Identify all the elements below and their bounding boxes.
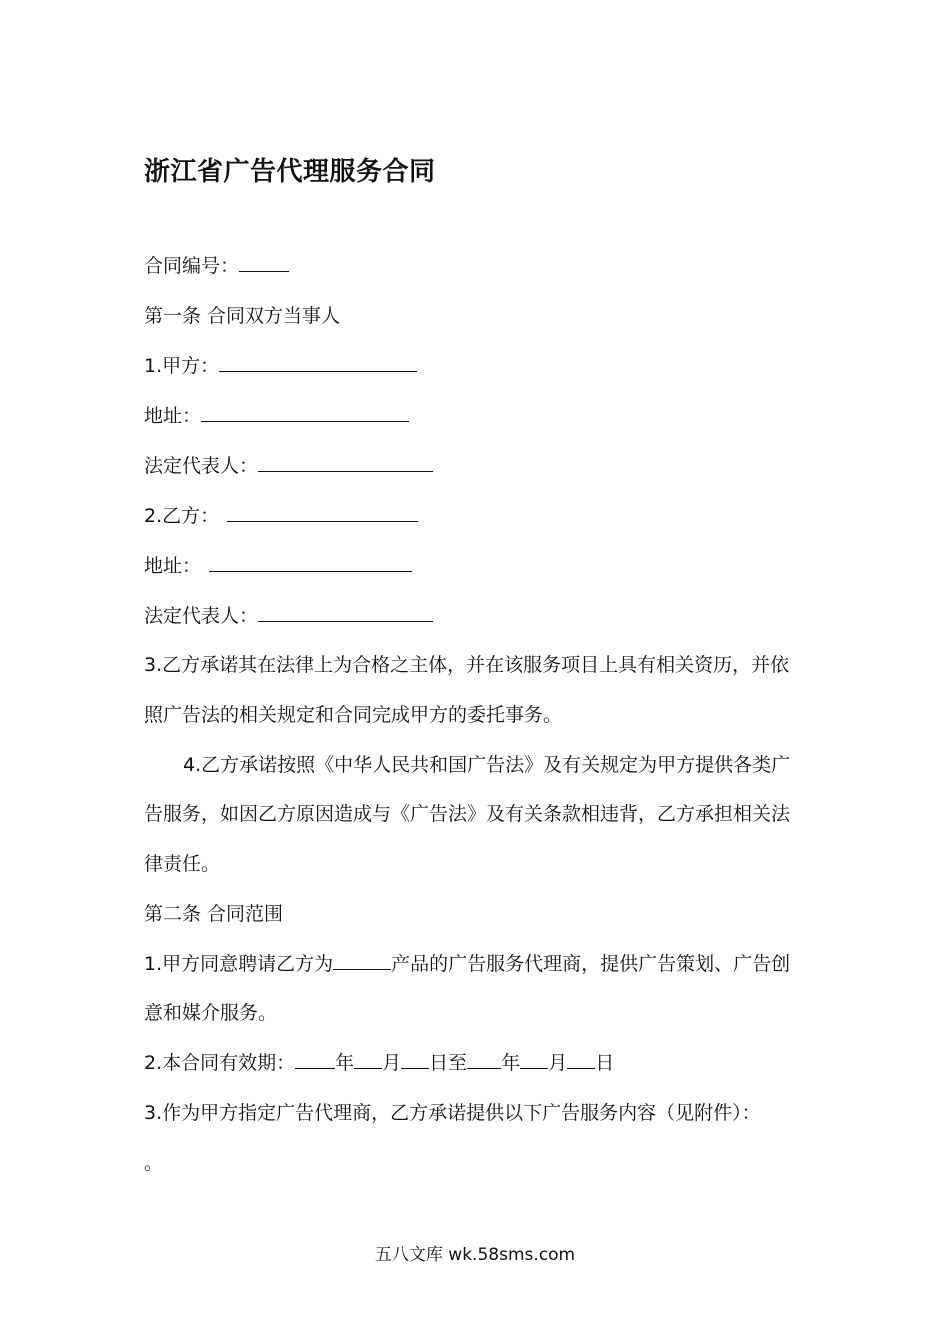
scope1-part2: 产品的广告服务代理商，提供广告策划、广告创 <box>391 953 791 975</box>
contract-number-line <box>144 251 289 281</box>
party-a-rep-blank <box>258 451 433 472</box>
page-title: 浙江省广告代理服务合同 <box>144 157 436 187</box>
party-b-line <box>144 501 418 531</box>
start-year-blank <box>295 1048 335 1069</box>
clause4-line1: 4.乙方承诺按照《中华人民共和国广告法》及有关规定为甲方提供各类广 <box>183 754 791 776</box>
contract-number-blank <box>239 251 289 272</box>
clause4-line2: 告服务，如因乙方原因造成与《广告法》及有关条款相违背，乙方承担相关法 <box>144 803 791 825</box>
clause3-line2: 照广告法的相关规定和合同完成甲方的委托事务。 <box>144 704 563 726</box>
party-a-address-label: 地址： <box>144 405 202 427</box>
scope1-line1 <box>144 949 790 979</box>
party-b-rep-label: 法定代表人： <box>144 605 259 627</box>
party-a-blank <box>219 351 417 372</box>
term-label: 2.本合同有效期： <box>144 1052 296 1074</box>
party-b-address-line <box>144 551 412 581</box>
party-a-address-line <box>144 401 409 431</box>
end-year-blank <box>467 1048 501 1069</box>
party-a-line <box>144 351 417 381</box>
party-b-address-label: 地址： <box>144 555 202 577</box>
party-b-label: 2.乙方： <box>144 505 220 527</box>
scope3-line1: 3.作为甲方指定广告代理商，乙方承诺提供以下广告服务内容（见附件）： <box>144 1102 761 1124</box>
start-month-unit: 月 <box>382 1052 402 1074</box>
end-day-blank <box>567 1048 595 1069</box>
contract-number-label: 合同编号： <box>144 255 240 277</box>
scope1-line2: 意和媒介服务。 <box>144 1002 278 1024</box>
article2-heading: 第二条 合同范围 <box>144 903 284 925</box>
end-year-unit: 年 <box>501 1052 521 1074</box>
party-b-rep-line <box>144 601 433 631</box>
start-day-to: 日至 <box>429 1052 468 1074</box>
end-month-blank <box>520 1048 548 1069</box>
party-b-address-blank <box>209 551 412 572</box>
end-month-unit: 月 <box>548 1052 568 1074</box>
footer-watermark: 五八文库 wk.58sms.com <box>374 1245 576 1265</box>
clause3-line1: 3.乙方承诺其在法律上为合格之主体，并在该服务项目上具有相关资历，并依 <box>144 654 790 676</box>
party-b-rep-blank <box>258 601 433 622</box>
start-year-unit: 年 <box>335 1052 355 1074</box>
clause4-line3: 律责任。 <box>144 853 221 875</box>
product-blank <box>333 949 391 970</box>
scope3-line2: 。 <box>144 1152 164 1174</box>
party-a-rep-label: 法定代表人： <box>144 455 259 477</box>
start-month-blank <box>354 1048 382 1069</box>
party-b-blank <box>227 501 418 522</box>
start-day-blank <box>401 1048 429 1069</box>
party-a-address-blank <box>201 401 409 422</box>
party-a-label: 1.甲方： <box>144 355 220 377</box>
party-a-rep-line <box>144 451 433 481</box>
article1-heading: 第一条 合同双方当事人 <box>144 305 341 327</box>
term-line <box>144 1048 614 1078</box>
end-day-unit: 日 <box>595 1052 615 1074</box>
scope1-part1: 1.甲方同意聘请乙方为 <box>144 953 334 975</box>
